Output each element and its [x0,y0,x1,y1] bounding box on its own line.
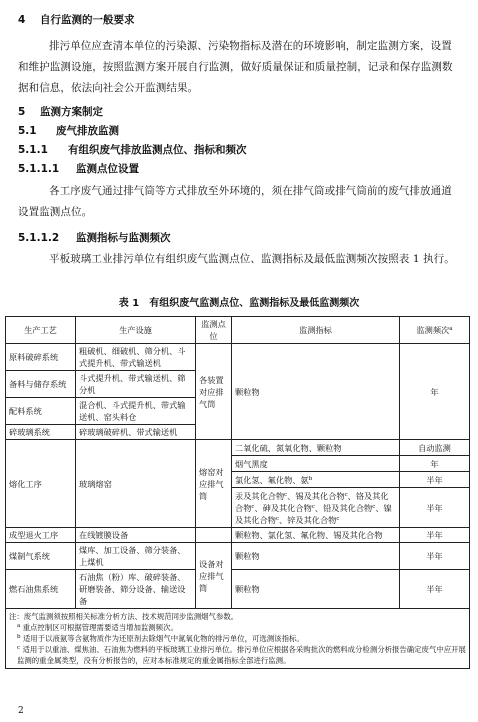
cell-process: 燃石油焦系统 [6,570,76,609]
paragraph-general-requirements: 排污单位应查清本单位的污染源、污染物指标及潜在的环境影响，制定监测方案，设置和维护监测设施，按照监测方案开展自行监测，做好质量保证和质量控制，记录和保存监测数据和信息，依法向社会公开监测结果。 [18,40,453,94]
header-frequency: 监测频次$^a$ [400,317,470,344]
cell-process: 成型退火工序 [6,528,76,543]
table-row [6,528,470,543]
cell-facility: 混合机、斗式提升机、带式输送机、窑头料仓 [76,398,196,425]
note-c: $^c$ 适用于以重油、煤焦油、石油焦为燃料的平板玻璃工业排污单位。排污单位应根据各采购批次的燃料成分检测分析报告确定废气中应开展监测的重金属类型，没有分析报告的，应对本标准规定的重金属指标全部进行监测。 [17,645,466,665]
cell-point: 各装置对应排气筒 [196,344,232,440]
cell-indicator: 颗粒物、氯化氢、氟化物、锡及其化合物 [232,528,400,543]
header-facility: 生产设施 [76,317,196,344]
cell-indicator: 颗粒物 [232,543,400,570]
table-row [6,570,470,609]
section-title: 监测点位设置 [76,163,139,175]
section-number: 4 [18,14,26,26]
cell-point: 设备对应排气筒 [196,543,232,609]
note-b: $^b$ 适用于以液氨等含氨物质作为还原剂去除烟气中氮氧化物的排污单位，可选测该指标。 [17,634,304,643]
cell-facility: 粗破机、细破机、筛分机、斗式提升机、带式输送机 [76,344,196,371]
cell-frequency: 自动监测 [400,440,470,456]
cell-process: 配料系统 [6,398,76,425]
header-process: 生产工艺 [6,317,76,344]
cell-facility: 斗式提升机、带式输送机、筛分机 [76,371,196,398]
cell-frequency: 半年 [400,570,470,609]
section-number: 5.1 [18,125,37,137]
section-title: 有组织废气排放监测点位、指标和频次 [68,144,247,156]
heading-section-5-1-1-1 [18,161,139,176]
heading-section-5-1-1 [18,142,247,157]
cell-frequency: 半年 [400,543,470,570]
section-number: 5.1.1 [18,144,48,156]
cell-process: 原料破碎系统 [6,344,76,371]
cell-indicator: 颗粒物 [232,570,400,609]
table-caption: 表 1 有组织废气监测点位、监测指标及最低监测频次 [118,298,360,309]
note-general: 注：废气监测须按照相关标准分析方法、技术规范同步监测烟气参数。 [9,612,239,621]
heading-section-4 [18,12,135,27]
header-point: 监测点位 [196,317,232,344]
table-notes-row [6,609,470,669]
section-title: 监测指标与监测频次 [76,232,171,244]
cell-indicator: 氯化氢、氟化物、氨$^b$ [232,472,400,488]
cell-frequency: 半年 [400,488,470,528]
cell-process: 熔化工序 [6,440,76,528]
cell-facility: 在线镀膜设备 [76,528,196,543]
cell-point: 熔窑对应排气筒 [196,440,232,528]
table-row [6,543,470,570]
cell-facility: 石油焦（粉）库、破碎装备、研磨装备、筛分设备、输送设备 [76,570,196,609]
section-title: 监测方案制定 [40,106,103,118]
cell-indicator: 烟气黑度 [232,456,400,472]
cell-indicator: 汞及其化合物$^c$、锡及其化合物$^c$、铬及其化合物$^c$、砷及其化合物$^c$、铅及其化合物$^c$、镍及其化合物$^c$、锌及其化合物$^c$ [232,488,400,528]
paragraph-monitoring-point: 各工序废气通过排气筒等方式排放至外环境的，须在排气筒或排气筒前的废气排放通道设置监测点位。 [18,185,452,218]
cell-process: 碎玻璃系统 [6,425,76,440]
section-number: 5.1.1.1 [18,163,60,175]
cell-frequency: 年 [400,456,470,472]
cell-indicator: 颗粒物 [232,344,400,440]
cell-indicator: 二氧化硫、氮氧化物、颗粒物 [232,440,400,456]
cell-frequency: 半年 [400,528,470,543]
note-a: $^a$ 重点控制区可根据管理需要适当增加监测频次。 [17,623,178,632]
cell-facility: 玻璃熔窑 [76,440,196,528]
section-title: 自行监测的一般要求 [40,14,135,26]
cell-facility: 碎玻璃破碎机、带式输送机 [76,425,196,440]
heading-section-5-1-1-2 [18,230,171,245]
page-number: 2 [18,706,24,716]
heading-section-5-1 [18,123,119,138]
heading-section-5 [18,104,103,119]
header-indicator: 监测指标 [232,317,400,344]
cell-point [196,528,232,543]
table-header-row [6,317,470,344]
cell-frequency: 半年 [400,472,470,488]
cell-frequency: 年 [400,344,470,440]
section-title: 废气排放监测 [56,125,119,137]
cell-process: 煤制气系统 [6,543,76,570]
section-number: 5 [18,106,26,118]
table-row [6,440,470,456]
monitoring-table [5,316,470,669]
paragraph-indicators-frequency: 平板玻璃工业排污单位有组织废气监测点位、监测指标及最低监测频次按照表 1 执行。 [49,253,455,265]
table-row [6,344,470,371]
cell-facility: 煤库、加工设备、筛分装备、上煤机 [76,543,196,570]
cell-process: 备料与储存系统 [6,371,76,398]
section-number: 5.1.1.2 [18,232,60,244]
table-notes [6,609,470,669]
